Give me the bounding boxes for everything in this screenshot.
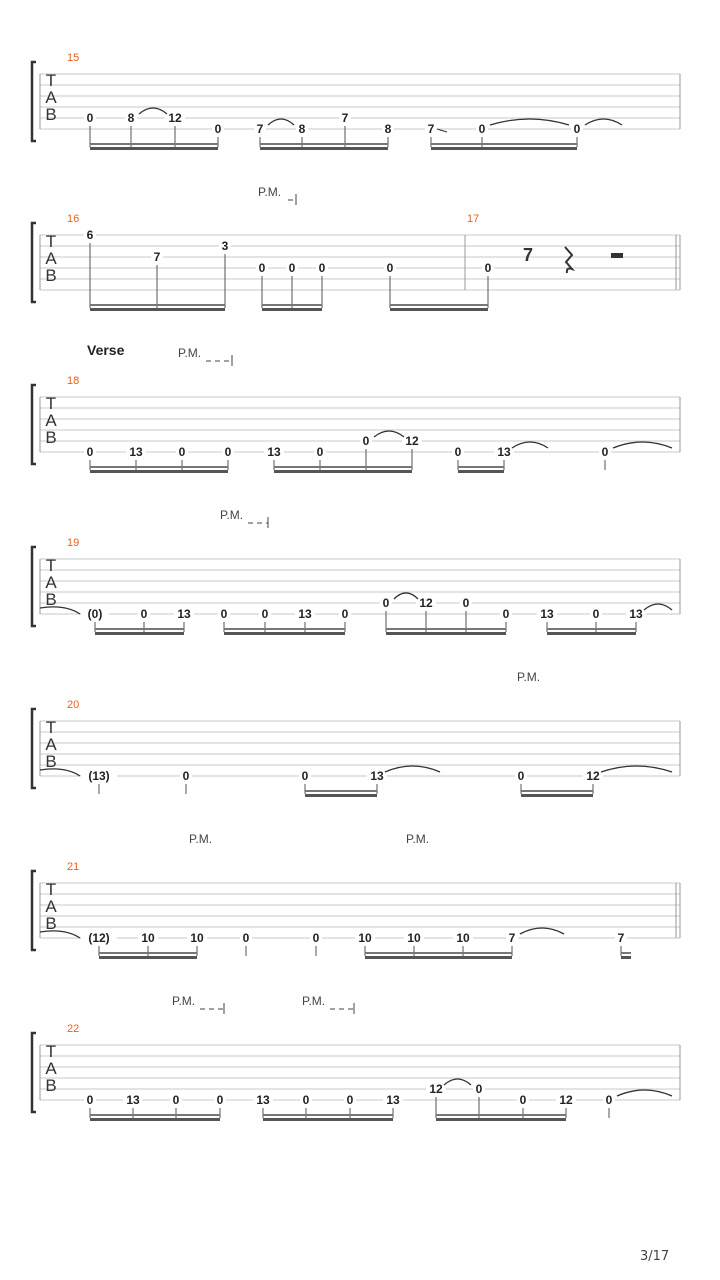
tab-system-7 [32,994,680,1121]
fret-number: 0 [261,607,269,621]
note-beam [274,466,412,468]
note-beam [521,794,593,797]
fret-number: 13 [540,607,554,621]
fret-number: 0 [216,1093,224,1107]
fret-number: 12 [168,111,182,125]
tab-clef-letter: T [45,718,57,737]
fret-number: (0) [87,607,103,621]
note-beam [547,628,636,630]
fret-number: 0 [462,596,470,610]
fret-number: 0 [182,769,190,783]
note-beam [365,952,512,954]
measure-17-rests [523,245,623,273]
tie-arc [268,119,294,125]
note-beam [90,466,228,468]
note-beam [386,632,506,635]
palm-mute-label: P.M. [220,508,244,522]
palm-mute-label: P.M. [189,832,213,846]
tie-arc [385,766,440,772]
fret-number: 10 [358,931,372,945]
tab-clef-letter: A [45,573,57,592]
measure-number: 19 [67,537,80,549]
fret-number: 3 [221,239,229,253]
measure-number: 18 [67,375,80,387]
note-beam [482,143,577,145]
fret-number: 0 [318,261,326,275]
measure-number: 16 [67,213,80,225]
fret-number: (13) [88,769,110,783]
note-beam [90,1114,220,1116]
measure-number: 17 [467,213,480,225]
note-beam [90,304,157,306]
tab-system-5 [32,670,680,797]
tie-arc [374,431,404,437]
tab-system-1 [32,52,680,150]
tab-system-4 [32,508,680,635]
tab-clef-letter: A [45,88,57,107]
fret-number: 13 [629,607,643,621]
tab-clef-letter: B [45,914,57,933]
note-beam [90,143,218,145]
note-beam [458,466,504,468]
system-bracket [32,871,36,950]
fret-number: 0 [316,445,324,459]
tab-system-3 [32,342,680,473]
measure-number: 22 [67,1023,80,1035]
tie-arc [520,928,564,934]
fret-number: 0 [386,261,394,275]
note-beam [621,952,631,954]
tab-clef-letter: T [45,880,57,899]
note-beam [95,632,184,635]
system-bracket [32,385,36,464]
system-bracket [32,1033,36,1112]
fret-number: 0 [475,1082,483,1096]
fret-number: 0 [346,1093,354,1107]
fret-number: 7 [508,931,516,945]
palm-mute-label: P.M. [302,994,326,1008]
fret-number: 6 [86,228,94,242]
tab-clef-letter: A [45,1059,57,1078]
fret-number: 13 [256,1093,270,1107]
fret-number: 13 [177,607,191,621]
fret-number: 10 [407,931,421,945]
fret-number: 13 [126,1093,140,1107]
fret-number: 0 [258,261,266,275]
note-beam [547,632,636,635]
page-number: 3/17 [640,1249,670,1264]
system-bracket [32,223,36,302]
note-beam [431,143,482,145]
fret-number: 0 [362,434,370,448]
palm-mute-label: P.M. [258,185,282,199]
fret-number: 13 [497,445,511,459]
note-beam [262,308,322,311]
tie-arc [512,442,548,448]
tab-clef-letter: T [45,1042,57,1061]
fret-number: 0 [140,607,148,621]
fret-number: 7 [617,931,625,945]
note-beam [274,470,412,473]
fret-number: 12 [559,1093,573,1107]
fret-number: 0 [302,1093,310,1107]
tab-system-6 [32,832,680,959]
fret-number: 7 [341,111,349,125]
fret-number: 7 [256,122,264,136]
fret-number: 7 [427,122,435,136]
tab-clef-letter: B [45,1076,57,1095]
tab-clef-letter: B [45,590,57,609]
fret-number: 13 [267,445,281,459]
note-beam [436,1118,566,1121]
note-beam [390,308,488,311]
fret-number: 13 [298,607,312,621]
note-beam [95,628,184,630]
fret-number: 10 [141,931,155,945]
tab-clef-letter: A [45,735,57,754]
fret-number: 8 [384,122,392,136]
note-beam [157,308,225,311]
tie-arc [139,108,167,114]
system-bracket [32,709,36,788]
note-beam [436,1114,566,1116]
tie-arc [585,119,622,125]
tie-arc [444,1079,471,1085]
tie-arc [644,604,672,610]
tab-clef-letter: B [45,752,57,771]
note-beam [263,1114,393,1116]
tab-clef-letter: T [45,232,57,251]
note-beam [305,794,377,797]
tab-clef-letter: T [45,394,57,413]
fret-number: 12 [429,1082,443,1096]
system-bracket [32,62,36,141]
tab-clef-letter: A [45,411,57,430]
measure-number: 20 [67,699,80,711]
tab-system-2 [32,185,680,311]
tab-clef-letter: A [45,897,57,916]
fret-number: 13 [370,769,384,783]
note-beam [390,304,488,306]
fret-number: 8 [298,122,306,136]
note-beam [305,790,377,792]
note-beam [99,952,197,954]
fret-number: 0 [288,261,296,275]
fret-number: 10 [190,931,204,945]
tab-clef-letter: B [45,105,57,124]
fret-number: 0 [86,111,94,125]
palm-mute-label: P.M. [517,670,541,684]
tie-arc [601,766,672,772]
note-beam [157,304,225,306]
fret-number: 10 [456,931,470,945]
note-beam [224,628,345,630]
fret-number: 0 [301,769,309,783]
note-beam [365,956,512,959]
fret-number: 0 [601,445,609,459]
fret-number: (12) [88,931,110,945]
note-beam [263,1118,393,1121]
note-beam [386,628,506,630]
measure-number: 21 [67,861,80,873]
note-beam [521,790,593,792]
fret-number: 0 [172,1093,180,1107]
fret-number: 0 [592,607,600,621]
fret-number: 12 [419,596,433,610]
fret-number: 0 [214,122,222,136]
fret-number: 0 [478,122,486,136]
fret-number: 13 [129,445,143,459]
palm-mute-label: P.M. [172,994,196,1008]
tab-clef-letter: A [45,249,57,268]
note-beam [262,304,322,306]
fret-number: 0 [605,1093,613,1107]
tie-arc [490,119,569,125]
note-beam [99,956,197,959]
fret-number: 0 [502,607,510,621]
quarter-rest [565,247,572,273]
tab-clef-letter: B [45,428,57,447]
tab-clef-letter: T [45,556,57,575]
tie-arc [613,442,672,448]
palm-mute-label: P.M. [178,346,202,360]
fret-number: 0 [382,596,390,610]
measure-number: 15 [67,52,80,64]
tab-clef-letter: T [45,71,57,90]
tab-clef-letter: B [45,266,57,285]
note-beam [482,147,577,150]
fret-number: 0 [86,445,94,459]
note-beam [224,632,345,635]
fret-number: 12 [586,769,600,783]
fret-number: 0 [517,769,525,783]
fret-number: 0 [224,445,232,459]
tie-arc [394,593,418,599]
fret-number: 8 [127,111,135,125]
note-beam [260,147,388,150]
note-beam [90,308,157,311]
fret-number: 0 [312,931,320,945]
half-rest [611,253,623,258]
note-beam [90,1118,220,1121]
palm-mute-label: P.M. [406,832,430,846]
tie-arc [617,1090,672,1096]
eighth-rest: 7 [522,245,534,265]
note-beam [260,143,388,145]
fret-number: 0 [454,445,462,459]
note-beam [458,470,504,473]
fret-number: 13 [386,1093,400,1107]
section-label: Verse [87,342,125,358]
fret-number: 0 [519,1093,527,1107]
system-bracket [32,547,36,626]
note-beam [90,147,218,150]
note-beam [90,470,228,473]
fret-number: 0 [341,607,349,621]
fret-number: 0 [86,1093,94,1107]
fret-number: 0 [484,261,492,275]
fret-number: 0 [242,931,250,945]
fret-number: 0 [573,122,581,136]
fret-number: 0 [178,445,186,459]
note-beam [621,956,631,959]
fret-number: 12 [405,434,419,448]
fret-number: 0 [220,607,228,621]
note-beam [431,147,482,150]
fret-number: 7 [153,250,161,264]
